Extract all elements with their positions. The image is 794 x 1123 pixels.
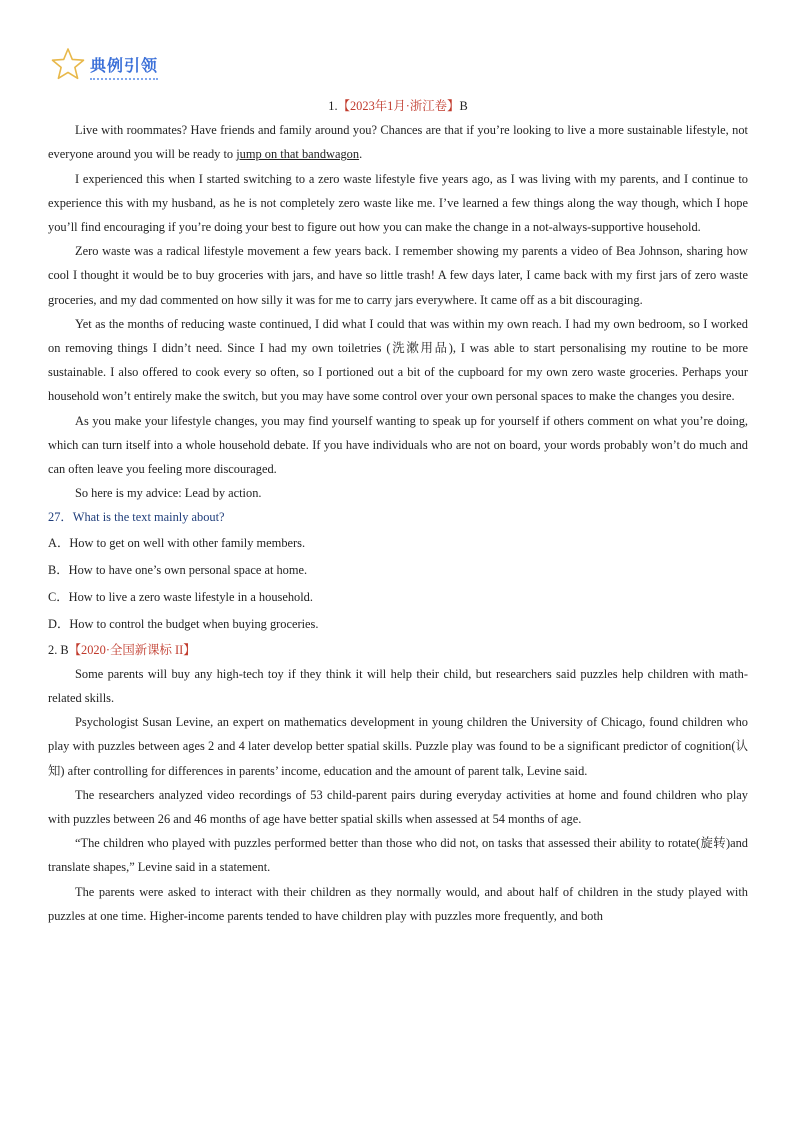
document-body (48, 94, 748, 928)
question-1-heading (48, 94, 748, 118)
passage-1-paragraph-1: Live with roommates? Have friends and family around you? Chances are that if you’re looking to live a more sustainable lifestyle, not everyone around you will be ready to jump on that bandwagon. (48, 123, 748, 162)
option-a: A．How to get on well with other family members. (48, 535, 306, 550)
question-2-source-tag: 【2020·全国新课标 II】 (68, 642, 196, 657)
question-1-source-tag: 【2023年1月·浙江卷】 (337, 99, 460, 113)
option-d: D．How to control the budget when buying groceries. (48, 616, 319, 631)
passage-2-paragraph-1: Some parents will buy any high-tech toy if they think it will help their child, but researchers said puzzles help children with math-related skills. (48, 666, 748, 706)
passage-2-paragraph-4: “The children who played with puzzles performed better than those who did not, on tasks that assessed their ability to rotate(旋转)and translate shapes,” Levine said in a statement. (48, 836, 748, 875)
question-1-number: 1. (328, 99, 338, 113)
underlined-phrase: jump on that bandwagon (236, 147, 360, 162)
passage-1-paragraph-3: Zero waste was a radical lifestyle movement a few years back. I remember showing my parents a video of Bea Johnson, sharing how cool I thought it would be to buy groceries with jars, and have so little trash! A few days later, I came back with my first jars of zero waste groceries, and my dad commented on how silly it was for me to carry jars everywhere. It came off as a bit discouraging. (48, 244, 748, 307)
passage-2-paragraph-3: The researchers analyzed video recordings of 53 child-parent pairs during everyday activities at home and found children who play with puzzles between 26 and 46 months of age have better spatial skills when assessed at 54 months of age. (48, 787, 748, 827)
passage-2-paragraph-5: The parents were asked to interact with their children as they normally would, and about half of children in the study played with puzzles at one time. Higher-income parents tended to have children play with puzzles more frequently, and both (48, 884, 748, 923)
passage-1-paragraph-4: Yet as the months of reducing waste continued, I did what I could that was within my own reach. I had my own bedroom, so I worked on removing things I didn’t need. Since I had my own toiletries (洗漱用品), I was able to start personalising my routine to be more sustainable. I also offered to cook every so often, so I portioned out a bit of the cupboard for my own zero waste groceries. Perhaps your household won’t entirely make the switch, but you may have some control over your own personal spaces to make the changes you desire. (48, 316, 748, 404)
question-2-number: 2. B (48, 642, 69, 657)
section-title: 典例引领 (90, 53, 158, 80)
option-b: B．How to have one’s own personal space at home. (48, 562, 308, 577)
question-2-heading (48, 638, 748, 662)
passage-1-paragraph-5: As you make your lifestyle changes, you may find yourself wanting to speak up for yourself if others comment on what you’re doing, which can turn itself into a whole household debate. If you have individuals who are not on board, your words probably won’t do much and can often leave you feeling more discouraged. (48, 413, 748, 477)
question-1-type: B (459, 99, 468, 113)
passage-1-paragraph-2: I experienced this when I started switching to a zero waste lifestyle five years ago, as I was living with my parents, and I continue to experience this with my husband, as he is not completely zero waste like me. I’ve learned a few things along the way though, which I hope you’ll find encouraging if you’re doing your best to figure out how you can make the change in a not-always-supportive household. (48, 171, 748, 235)
option-c: C．How to live a zero waste lifestyle in a household. (48, 589, 313, 604)
passage-2-paragraph-2: Psychologist Susan Levine, an expert on mathematics development in young children the University of Chicago, found children who play with puzzles between ages 2 and 4 later develop better spatial skills. Puzzle play was found to be a significant predictor of cognition(认知) after controlling for differences in parents’ income, education and the amount of parent talk, Levine said. (48, 715, 748, 778)
section-header (50, 48, 158, 84)
star-icon (50, 46, 86, 87)
question-27: 27．What is the text mainly about? (48, 510, 225, 525)
passage-1-paragraph-6: So here is my advice: Lead by action. (75, 486, 262, 501)
